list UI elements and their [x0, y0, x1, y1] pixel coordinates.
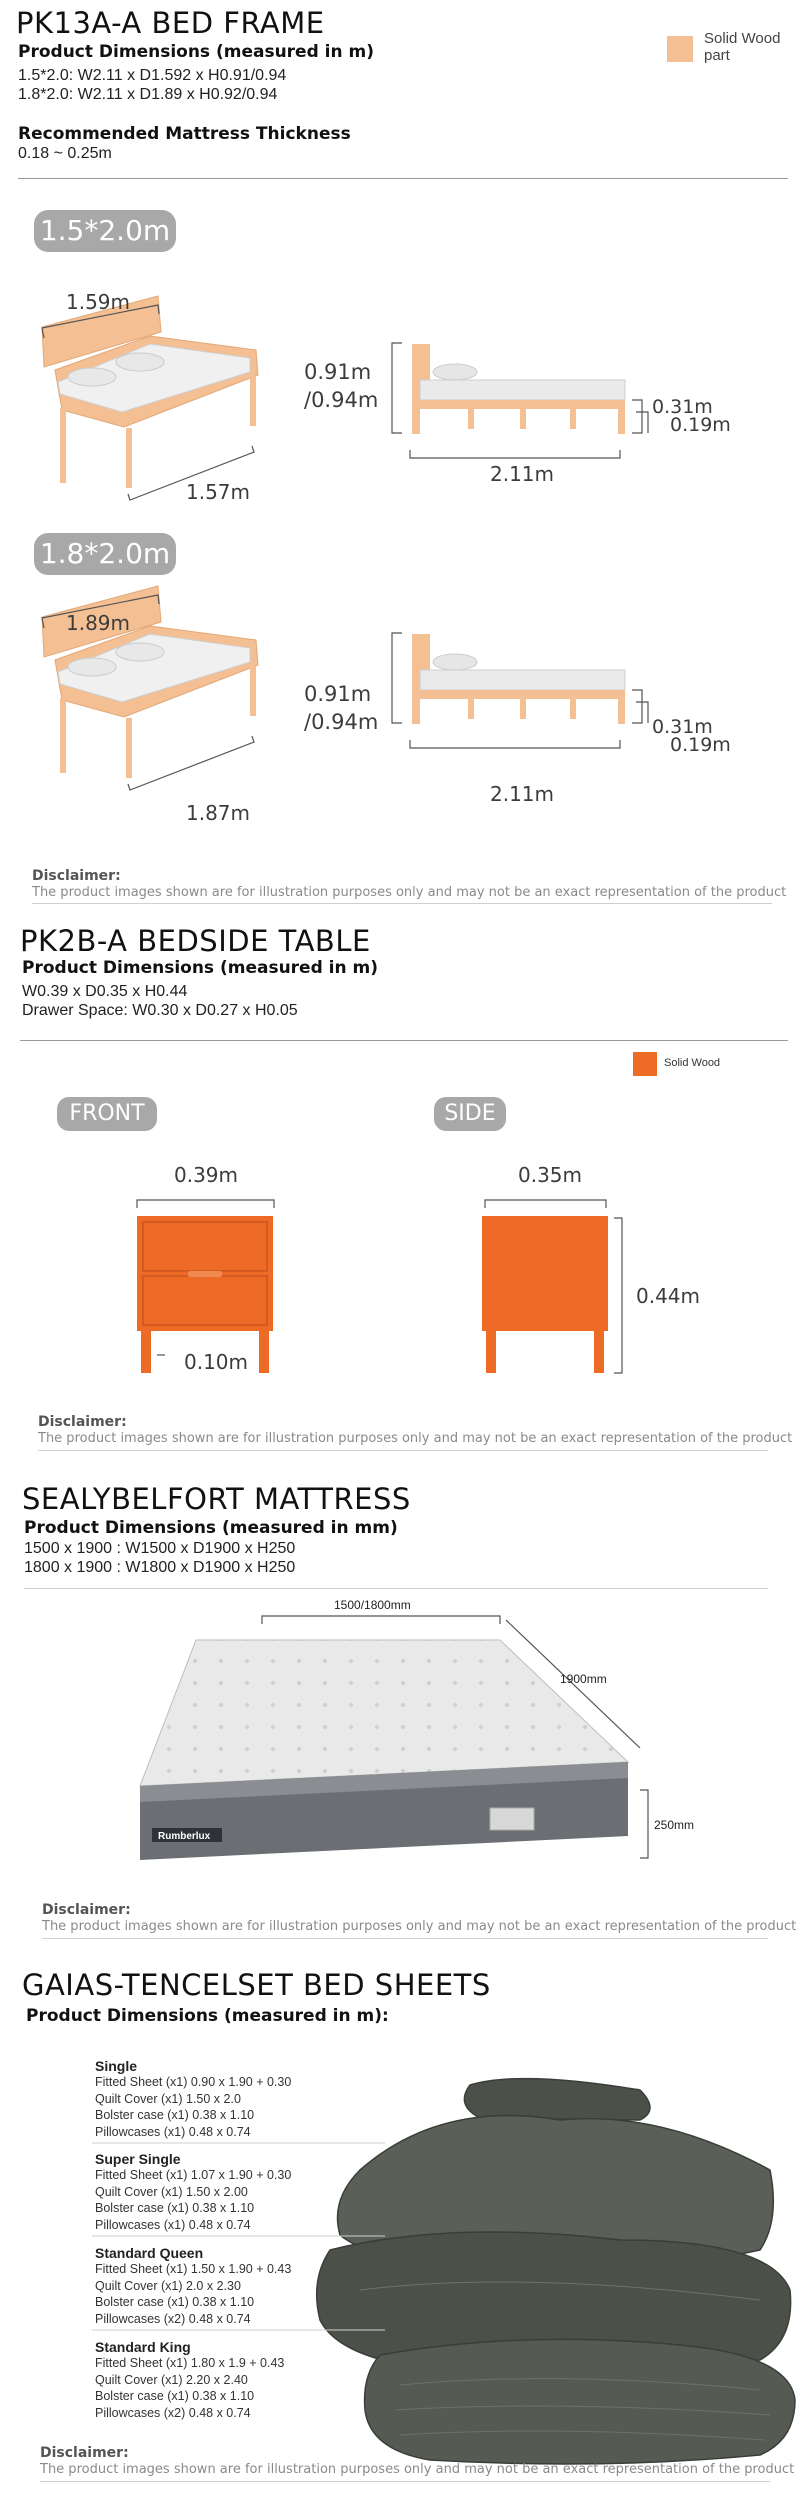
side-depth-label: 0.35m: [518, 1163, 583, 1187]
sheet-item: Bolster case (x1) 0.38 x 1.10: [95, 2201, 255, 2215]
bed1-rail-height-label: 0.31m: [652, 396, 713, 418]
bed2-side-length-label: 2.11m: [490, 782, 555, 806]
legend-line: part: [704, 47, 730, 64]
mattress-brand: Rumberlux: [158, 1831, 211, 1842]
disclaimer-heading: Disclaimer:: [42, 1902, 131, 1918]
sheet-group-name: Standard King: [95, 2339, 191, 2355]
mattress-dims-heading: Product Dimensions (measured in mm): [24, 1518, 398, 1538]
bedside-dims-heading: Product Dimensions (measured in m): [22, 958, 379, 978]
sheet-item: Bolster case (x1) 0.38 x 1.10: [95, 2389, 255, 2403]
sheets-title: GAIAS-TENCELSET BED SHEETS: [22, 1968, 491, 2002]
bed2-length-label: 1.87m: [186, 801, 251, 825]
height-line: /0.94m: [304, 388, 379, 412]
sheet-item: Fitted Sheet (x1) 1.80 x 1.9 + 0.43: [95, 2356, 285, 2370]
disclaimer-heading: Disclaimer:: [38, 1414, 127, 1430]
sheet-item: Quilt Cover (x1) 2.20 x 2.40: [95, 2372, 248, 2387]
disclaimer-text: The product images shown are for illustration purposes only and may not be an exact representation of the product: [32, 885, 787, 900]
mattress-width-label: 1500/1800mm: [334, 1598, 411, 1612]
sheet-group-name: Standard Queen: [95, 2245, 204, 2261]
disclaimer-text: The product images shown are for illustration purposes only and may not be an exact representation of the product: [38, 1431, 793, 1446]
sheet-group-name: Single: [95, 2058, 138, 2074]
size-pill-1-5: 1.5*2.0m: [34, 210, 176, 252]
sheet-group-single: [95, 2058, 395, 2140]
bedside-dim-line: Drawer Space: W0.30 x D0.27 x H0.05: [22, 1002, 298, 1019]
height-line: 0.91m: [304, 682, 372, 706]
leg-height-label: 0.10m: [184, 1350, 249, 1374]
disclaimer-heading: Disclaimer:: [40, 2445, 129, 2461]
mattress-height-label: 250mm: [654, 1818, 695, 1832]
solid-wood-legend: Solid Wood: [664, 1057, 721, 1069]
bed2-rail-height-label: 0.31m: [652, 716, 713, 738]
sheet-item: Pillowcases (x1) 0.48 x 0.74: [95, 2124, 251, 2139]
bed1-side-length-label: 2.11m: [490, 462, 555, 486]
sheets-dims-heading: Product Dimensions (measured in m):: [26, 2006, 389, 2026]
sheet-group-queen: [95, 2245, 395, 2327]
sheet-item: Quilt Cover (x1) 2.0 x 2.30: [95, 2278, 241, 2293]
bed1-width-label: 1.59m: [66, 290, 131, 314]
sheet-item: Fitted Sheet (x1) 1.07 x 1.90 + 0.30: [95, 2168, 292, 2182]
sheet-item: Fitted Sheet (x1) 0.90 x 1.90 + 0.30: [95, 2075, 292, 2089]
disclaimer-heading: Disclaimer:: [32, 868, 121, 884]
mattress-thickness-value: 0.18 ~ 0.25m: [18, 145, 112, 162]
mattress-dim-line: 1800 x 1900 : W1800 x D1900 x H250: [24, 1559, 296, 1576]
mattress-thickness-heading: Recommended Mattress Thickness: [18, 124, 351, 144]
height-line: 0.91m: [304, 360, 372, 384]
bedside-dim-line: W0.39 x D0.35 x H0.44: [22, 983, 188, 1000]
sheet-item: Pillowcases (x2) 0.48 x 0.74: [95, 2405, 251, 2420]
mattress-dim-line: 1500 x 1900 : W1500 x D1900 x H250: [24, 1540, 296, 1557]
sheet-item: Quilt Cover (x1) 1.50 x 2.0: [95, 2091, 241, 2106]
bed-frame-dim-line: 1.5*2.0: W2.11 x D1.592 x H0.91/0.94: [18, 67, 287, 84]
sheet-item: Quilt Cover (x1) 1.50 x 2.00: [95, 2184, 248, 2199]
sheet-group-super-single: [95, 2151, 395, 2233]
side-view-pill: SIDE: [434, 1097, 506, 1131]
mattress-title: SEALYBELFORT MATTRESS: [22, 1482, 411, 1516]
sheet-group-king: [95, 2339, 395, 2421]
side-height-label: 0.44m: [636, 1284, 701, 1308]
bedside-title: PK2B-A BEDSIDE TABLE: [20, 924, 371, 958]
front-width-label: 0.39m: [174, 1163, 239, 1187]
sheet-item: Pillowcases (x1) 0.48 x 0.74: [95, 2217, 251, 2232]
sheet-item: Bolster case (x1) 0.38 x 1.10: [95, 2108, 255, 2122]
sheet-item: Fitted Sheet (x1) 1.50 x 1.90 + 0.43: [95, 2262, 292, 2276]
front-view-pill: FRONT: [57, 1097, 157, 1131]
size-pill-1-8: 1.8*2.0m: [34, 533, 176, 575]
bed1-leg-height-label: 0.19m: [670, 414, 731, 436]
disclaimer-text: The product images shown are for illustration purposes only and may not be an exact representation of the product: [42, 1919, 797, 1934]
mattress-depth-label: 1900mm: [560, 1672, 607, 1686]
bed2-width-label: 1.89m: [66, 611, 131, 635]
bed1-length-label: 1.57m: [186, 480, 251, 504]
bed-frame-dims-heading: Product Dimensions (measured in m): [18, 42, 375, 62]
legend-line: Solid Wood: [704, 30, 781, 47]
bed-frame-dim-line: 1.8*2.0: W2.11 x D1.89 x H0.92/0.94: [18, 86, 278, 103]
sheet-item: Bolster case (x1) 0.38 x 1.10: [95, 2295, 255, 2309]
bed2-leg-height-label: 0.19m: [670, 734, 731, 756]
height-line: /0.94m: [304, 710, 379, 734]
disclaimer-text: The product images shown are for illustration purposes only and may not be an exact representation of the product: [40, 2462, 795, 2477]
bed-frame-title: PK13A-A BED FRAME: [16, 6, 325, 40]
sheet-group-name: Super Single: [95, 2151, 181, 2167]
disclaimer-divider: [40, 2481, 770, 2482]
sheet-item: Pillowcases (x2) 0.48 x 0.74: [95, 2311, 251, 2326]
